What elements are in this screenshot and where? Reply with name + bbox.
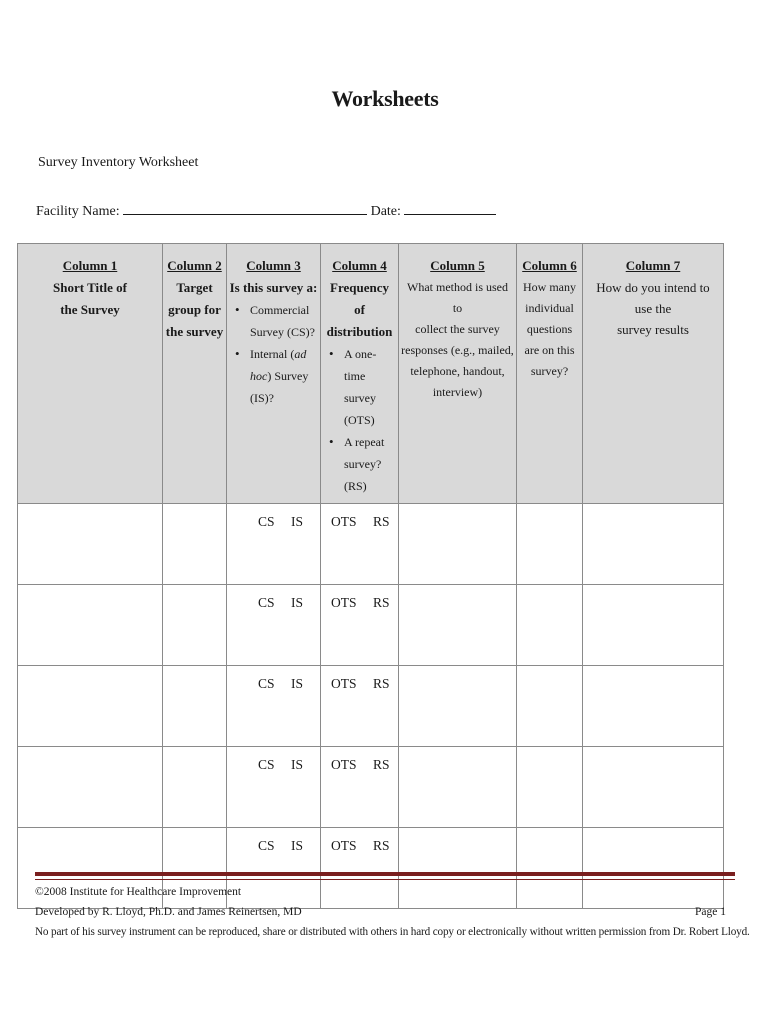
repeat-option: • A repeat survey? (RS) bbox=[329, 431, 396, 497]
is-option[interactable]: IS bbox=[291, 676, 304, 691]
intended-use-cell[interactable] bbox=[583, 666, 724, 747]
footer-copyright: ©2008 Institute for Healthcare Improvement bbox=[35, 886, 242, 898]
ots-option[interactable]: OTS bbox=[331, 838, 357, 853]
frequency-cell[interactable] bbox=[321, 666, 399, 747]
footer-divider bbox=[35, 872, 735, 876]
frequency-cell[interactable] bbox=[321, 585, 399, 666]
frequency-cell[interactable] bbox=[321, 828, 399, 909]
method-cell[interactable] bbox=[399, 504, 517, 585]
is-option[interactable]: IS bbox=[291, 757, 304, 772]
column-1-header: Column 1 Short Title of the Survey bbox=[18, 244, 163, 504]
survey-title-cell[interactable] bbox=[18, 666, 163, 747]
ots-option[interactable]: OTS bbox=[331, 757, 357, 772]
footer-developed-by: Developed by R. Lloyd, Ph.D. and James Reinertsen, MD bbox=[35, 906, 302, 918]
column-6-header: Column 6 How many individual questions are on this survey? bbox=[517, 244, 583, 504]
worksheet-subtitle: Survey Inventory Worksheet bbox=[38, 155, 199, 170]
survey-type-options bbox=[229, 299, 318, 409]
footer-divider-thin bbox=[35, 879, 735, 880]
frequency-cell[interactable] bbox=[321, 504, 399, 585]
frequency-cell[interactable] bbox=[321, 747, 399, 828]
date-label: Date: bbox=[370, 204, 401, 219]
survey-type-cell[interactable] bbox=[227, 666, 321, 747]
intended-use-cell[interactable] bbox=[583, 828, 724, 909]
date-field[interactable] bbox=[404, 202, 496, 215]
rs-option[interactable]: RS bbox=[373, 514, 390, 529]
method-cell[interactable] bbox=[399, 666, 517, 747]
facility-date-line bbox=[36, 202, 496, 220]
is-option[interactable]: IS bbox=[291, 838, 304, 853]
column-3-header: Column 3 Is this survey a: • Commercial Survey (CS)? • Internal (ad hoc) Survey (IS)? bbox=[227, 244, 321, 504]
question-count-cell[interactable] bbox=[517, 504, 583, 585]
target-group-cell[interactable] bbox=[163, 504, 227, 585]
intended-use-cell[interactable] bbox=[583, 747, 724, 828]
survey-title-cell[interactable] bbox=[18, 747, 163, 828]
survey-type-cell[interactable] bbox=[227, 747, 321, 828]
rs-option[interactable]: RS bbox=[373, 838, 390, 853]
cs-option[interactable]: CS bbox=[258, 757, 275, 772]
table-row bbox=[18, 747, 724, 828]
worksheet-rows bbox=[18, 504, 724, 909]
table-row bbox=[18, 585, 724, 666]
table-row bbox=[18, 666, 724, 747]
method-cell[interactable] bbox=[399, 828, 517, 909]
method-cell[interactable] bbox=[399, 585, 517, 666]
column-7-header: Column 7 How do you intend to use the survey results bbox=[583, 244, 724, 504]
method-cell[interactable] bbox=[399, 747, 517, 828]
target-group-cell[interactable] bbox=[163, 666, 227, 747]
survey-inventory-table bbox=[17, 243, 724, 909]
intended-use-cell[interactable] bbox=[583, 585, 724, 666]
table-header-row bbox=[18, 244, 724, 504]
ots-option[interactable]: OTS bbox=[331, 676, 357, 691]
ots-option[interactable]: OTS bbox=[331, 595, 357, 610]
rs-option[interactable]: RS bbox=[373, 595, 390, 610]
target-group-cell[interactable] bbox=[163, 747, 227, 828]
question-count-cell[interactable] bbox=[517, 828, 583, 909]
survey-title-cell[interactable] bbox=[18, 585, 163, 666]
column-5-header: Column 5 What method is used to collect the survey responses (e.g., mailed, telephone, handout, interview) bbox=[399, 244, 517, 504]
cs-option[interactable]: CS bbox=[258, 676, 275, 691]
is-option[interactable]: IS bbox=[291, 514, 304, 529]
cs-option[interactable]: CS bbox=[258, 514, 275, 529]
cs-option[interactable]: CS bbox=[258, 838, 275, 853]
one-time-option: • A one-time survey (OTS) bbox=[329, 343, 396, 431]
is-option[interactable]: IS bbox=[291, 595, 304, 610]
internal-survey-option: • Internal (ad hoc) Survey (IS)? bbox=[235, 343, 318, 409]
footer-permission-notice: No part of his survey instrument can be reproduced, share or distributed with others in hard copy or electronically without written permission from Dr. Robert Lloyd. bbox=[35, 926, 750, 938]
rs-option[interactable]: RS bbox=[373, 676, 390, 691]
rs-option[interactable]: RS bbox=[373, 757, 390, 772]
page-title: Worksheets bbox=[331, 86, 439, 111]
ots-option[interactable]: OTS bbox=[331, 514, 357, 529]
page-number: Page 1 bbox=[695, 906, 726, 918]
survey-type-cell[interactable] bbox=[227, 585, 321, 666]
question-count-cell[interactable] bbox=[517, 666, 583, 747]
commercial-survey-option: • Commercial Survey (CS)? bbox=[235, 299, 318, 343]
column-2-header: Column 2 Target group for the survey bbox=[163, 244, 227, 504]
distribution-options bbox=[323, 343, 396, 497]
question-count-cell[interactable] bbox=[517, 585, 583, 666]
survey-type-cell[interactable] bbox=[227, 504, 321, 585]
survey-title-cell[interactable] bbox=[18, 504, 163, 585]
facility-name-label: Facility Name: bbox=[36, 204, 120, 219]
target-group-cell[interactable] bbox=[163, 585, 227, 666]
intended-use-cell[interactable] bbox=[583, 504, 724, 585]
cs-option[interactable]: CS bbox=[258, 595, 275, 610]
table-row bbox=[18, 504, 724, 585]
facility-name-field[interactable] bbox=[123, 202, 367, 215]
question-count-cell[interactable] bbox=[517, 747, 583, 828]
column-4-header: Column 4 Frequency of distribution • A one-time survey (OTS) • A repeat survey? (RS) bbox=[321, 244, 399, 504]
